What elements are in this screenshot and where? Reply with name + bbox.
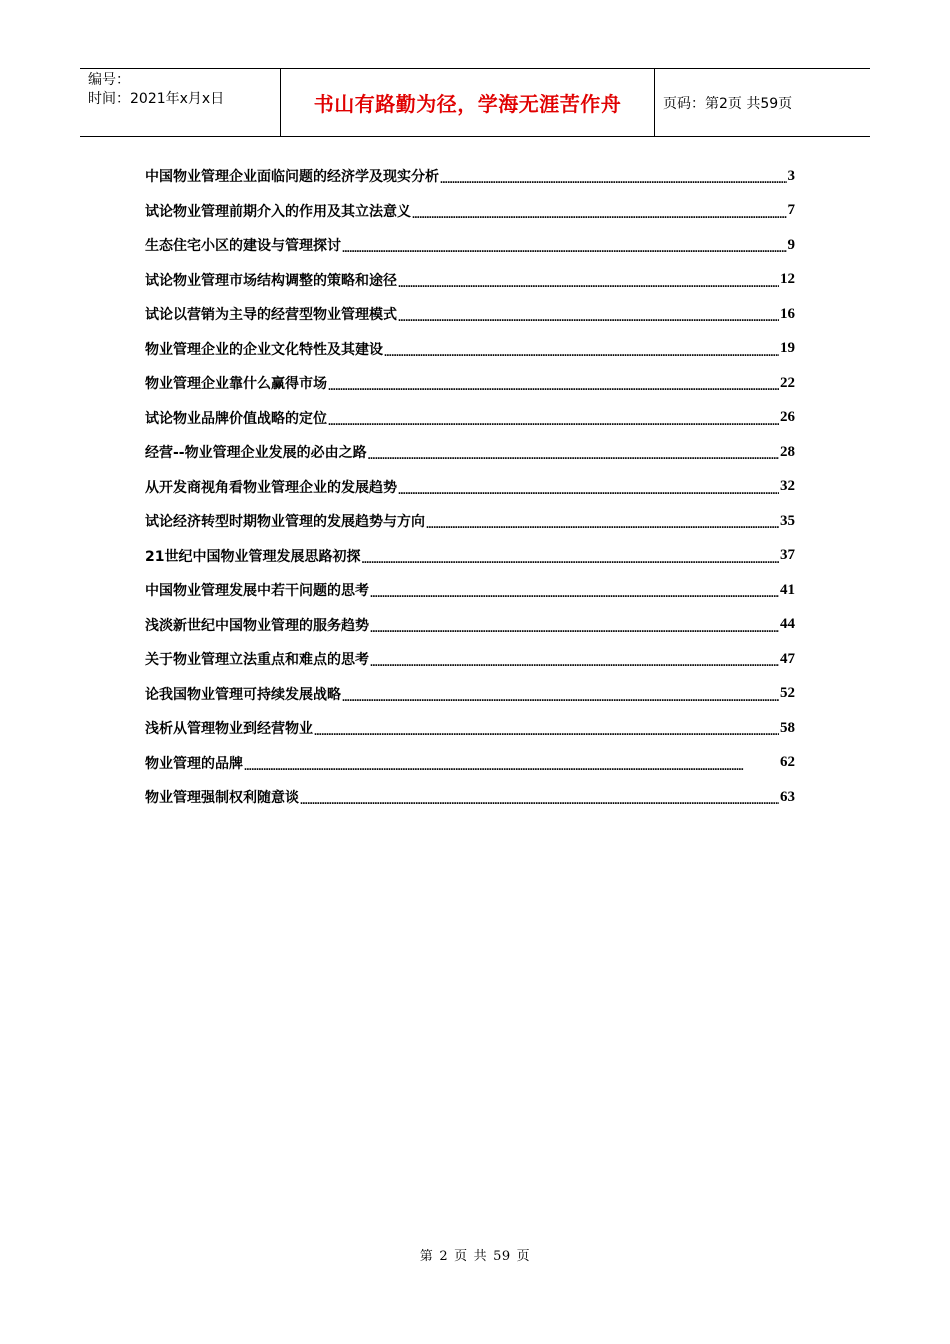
toc-entry-page-number[interactable]: 35	[780, 512, 795, 529]
toc-entry-title[interactable]: 物业管理的品牌	[145, 755, 243, 772]
toc-entry[interactable]	[145, 401, 795, 436]
footer-total-pages: 59	[493, 1249, 511, 1264]
toc-entry[interactable]	[145, 780, 795, 815]
toc-entry-page-number[interactable]: 26	[780, 409, 795, 426]
toc-entry-page-number[interactable]: 28	[780, 443, 795, 460]
toc-entry-title[interactable]: 中国物业管理发展中若干问题的思考	[145, 583, 369, 600]
toc-entry-title[interactable]: 试论物业管理市场结构调整的策略和途径	[145, 272, 397, 289]
toc-dot-leader	[398, 309, 779, 325]
toc-entry[interactable]	[145, 470, 795, 505]
toc-dot-leader	[328, 413, 779, 429]
toc-entry-title[interactable]: 试论以营销为主导的经营型物业管理模式	[145, 307, 397, 324]
toc-entry-title[interactable]: 物业管理企业靠什么赢得市场	[145, 376, 327, 393]
toc-entry[interactable]	[145, 677, 795, 712]
toc-dot-leader	[370, 620, 779, 636]
toc-entry-page-number[interactable]: 12	[780, 271, 795, 288]
toc-entry-page-number[interactable]: 37	[780, 547, 795, 564]
toc-entry-page-number[interactable]: 16	[780, 305, 795, 322]
toc-entry[interactable]	[145, 194, 795, 229]
toc-entry-title[interactable]: 中国物业管理企业面临问题的经济学及现实分析	[145, 169, 439, 186]
toc-entry[interactable]	[145, 608, 795, 643]
toc-entry[interactable]	[145, 435, 795, 470]
toc-dot-leader	[314, 723, 779, 739]
toc-entry[interactable]	[145, 504, 795, 539]
toc-entry-page-number[interactable]: 22	[780, 374, 795, 391]
toc-entry[interactable]	[145, 228, 795, 263]
toc-entry-page-number[interactable]: 58	[780, 719, 795, 736]
footer-label-di: 第	[419, 1249, 434, 1264]
toc-dot-leader	[412, 206, 787, 222]
toc-entry[interactable]	[145, 366, 795, 401]
toc-entry-title[interactable]: 生态住宅小区的建设与管理探讨	[145, 238, 341, 255]
toc-entry-page-number[interactable]: 9	[787, 236, 795, 253]
toc-dot-leader	[370, 585, 779, 601]
page-header	[80, 68, 870, 137]
toc-entry-title[interactable]: 21世纪中国物业管理发展思路初探	[145, 548, 361, 565]
toc-dot-leader	[384, 344, 779, 360]
document-time-label: 时间：2021年x月x日	[88, 91, 225, 107]
toc-entry[interactable]	[145, 297, 795, 332]
toc-entry-page-number[interactable]: 41	[780, 581, 795, 598]
toc-entry-title[interactable]: 试论物业管理前期介入的作用及其立法意义	[145, 203, 411, 220]
toc-entry-page-number[interactable]: 44	[780, 616, 795, 633]
toc-entry[interactable]	[145, 642, 795, 677]
toc-entry[interactable]	[145, 263, 795, 298]
toc-dot-leader	[342, 240, 787, 256]
toc-dot-leader	[300, 792, 779, 808]
toc-entry-title[interactable]: 浅淡新世纪中国物业管理的服务趋势	[145, 617, 369, 634]
table-of-contents	[145, 159, 795, 815]
toc-entry[interactable]	[145, 711, 795, 746]
toc-entry-page-number[interactable]: 62	[780, 754, 795, 771]
toc-entry-title[interactable]: 试论物业品牌价值战略的定位	[145, 410, 327, 427]
toc-dot-leader	[361, 551, 779, 567]
toc-entry-page-number[interactable]: 52	[780, 685, 795, 702]
toc-entry-page-number[interactable]: 3	[787, 167, 795, 184]
toc-entry[interactable]	[145, 332, 795, 367]
footer-label-gong: 共	[473, 1249, 488, 1264]
header-page-info: 页码：第2页 共59页	[663, 95, 793, 112]
toc-dot-leader	[342, 689, 779, 705]
toc-entry-title[interactable]: 从开发商视角看物业管理企业的发展趋势	[145, 479, 397, 496]
toc-entry-title[interactable]: 试论经济转型时期物业管理的发展趋势与方向	[145, 514, 425, 531]
toc-entry-page-number[interactable]: 32	[780, 478, 795, 495]
toc-entry-title[interactable]: 浅析从管理物业到经营物业	[145, 721, 313, 738]
toc-dot-leader	[244, 758, 779, 774]
toc-entry-title[interactable]: 关于物业管理立法重点和难点的思考	[145, 652, 369, 669]
document-number-label: 编号：	[88, 72, 130, 88]
toc-entry-title[interactable]: 经营--物业管理企业发展的必由之路	[145, 445, 367, 462]
toc-dot-leader	[398, 275, 779, 291]
header-meta	[80, 69, 281, 136]
header-motto: 书山有路勤为径，学海无涯苦作舟	[281, 69, 655, 136]
toc-entry[interactable]	[145, 539, 795, 574]
toc-dot-leader	[440, 171, 787, 187]
toc-entry-page-number[interactable]: 7	[787, 202, 795, 219]
footer-label-ye: 页	[454, 1249, 468, 1264]
toc-entry-title[interactable]: 物业管理强制权利随意谈	[145, 790, 299, 807]
toc-entry-page-number[interactable]: 63	[780, 788, 795, 805]
footer-current-page: 2	[439, 1249, 449, 1264]
toc-entry-title[interactable]: 物业管理企业的企业文化特性及其建设	[145, 341, 383, 358]
toc-dot-leader	[328, 378, 779, 394]
toc-dot-leader	[370, 654, 779, 670]
toc-entry[interactable]	[145, 159, 795, 194]
toc-entry[interactable]	[145, 573, 795, 608]
toc-entry-title[interactable]: 论我国物业管理可持续发展战略	[145, 686, 341, 703]
toc-dot-leader	[368, 447, 779, 463]
toc-dot-leader	[426, 516, 779, 532]
toc-dot-leader	[398, 482, 779, 498]
toc-entry-page-number[interactable]: 19	[780, 340, 795, 357]
footer-label-ye-end: 页	[516, 1249, 531, 1264]
toc-entry-page-number[interactable]: 47	[780, 650, 795, 667]
page-footer	[0, 1245, 950, 1264]
toc-entry[interactable]	[145, 746, 795, 781]
